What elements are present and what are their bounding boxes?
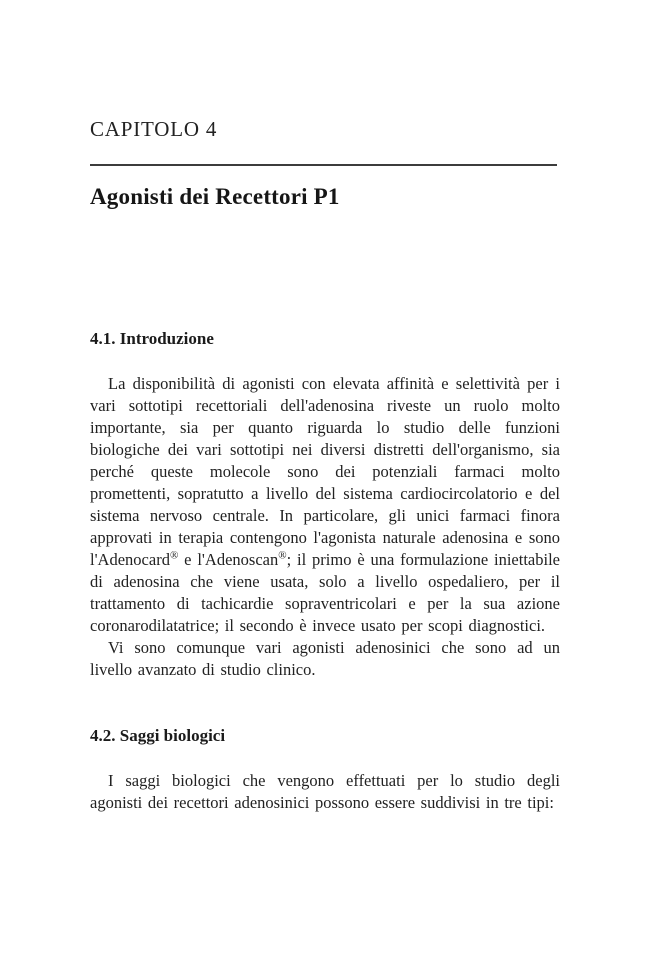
section-introduzione <box>90 330 560 681</box>
paragraph-text: ; il primo è una formulazione iniettabile di adenosina che viene usata, solo a livello ospedaliero, per il trattamento di tachicardie sopraventricolari e per la sua azione coronarodilatatrice; il secondo è invece usato per scopi diagnostici. <box>90 550 560 635</box>
paragraph-text: e l'Adenoscan <box>178 550 279 569</box>
paragraph-text: La disponibilità di agonisti con elevata affinità e selettività per i vari sottotipi recettoriali dell'adenosina riveste un ruolo molto importante, sia per quanto riguarda lo studio delle funzioni biologiche dei vari sottotipi nei diversi distretti dell'organismo, sia perché queste molecole sono dei potenziali farmaci molto promettenti, sopratutto a livello del sistema cardiocircolatorio e del sistema nervoso centrale. In particolare, gli unici farmaci finora approvati in terapia contengono l'agonista naturale adenosina e sono l'Adenocard <box>90 374 560 569</box>
paragraph <box>90 770 560 814</box>
section-heading: 4.2. Saggi biologici <box>90 726 226 745</box>
paragraph <box>90 637 560 681</box>
registered-trademark-mark: ® <box>278 549 287 562</box>
paragraph-text: Vi sono comunque vari agonisti adenosinici che sono ad un livello avanzato di studio clinico. <box>90 638 560 679</box>
section-heading: 4.1. Introduzione <box>90 329 214 348</box>
registered-trademark-mark: ® <box>169 549 179 562</box>
chapter-divider-rule <box>90 164 557 166</box>
paragraph <box>90 373 560 637</box>
paragraph-text: I saggi biologici che vengono effettuati per lo studio degli agonisti dei recettori adenosinici possono essere suddivisi in tre tipi: <box>90 771 560 812</box>
chapter-title: Agonisti dei Recettori P1 <box>90 184 340 209</box>
section-saggi-biologici <box>90 727 560 814</box>
chapter-label: CAPITOLO 4 <box>90 117 218 141</box>
